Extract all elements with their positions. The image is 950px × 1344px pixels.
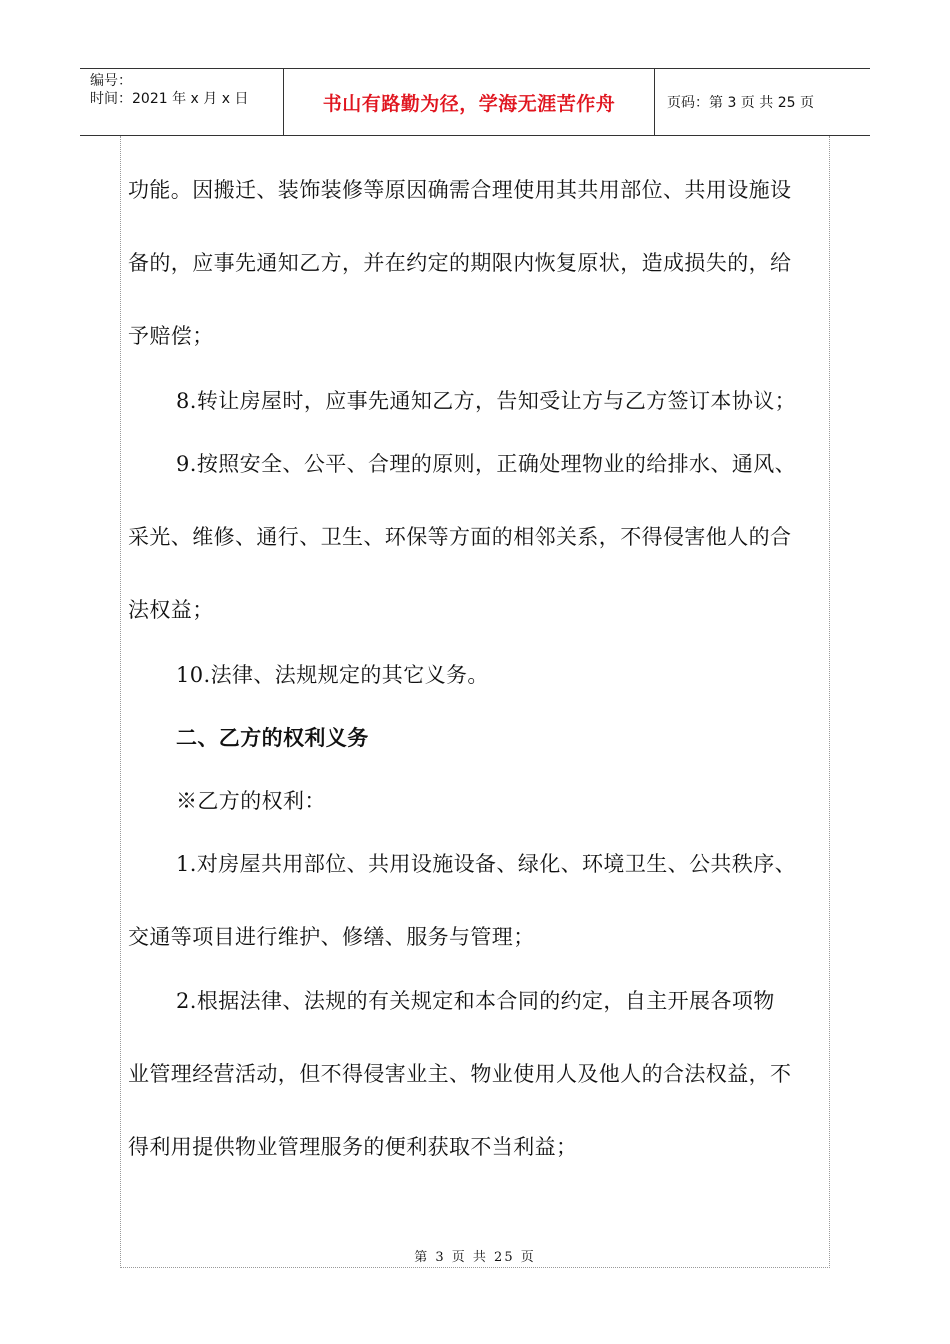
page-frame — [120, 136, 830, 1268]
subsection-heading: ※乙方的权利： — [176, 789, 326, 813]
body-line: 得利用提供物业管理服务的便利获取不当利益； — [128, 1135, 578, 1159]
page-footer: 第 3 页 共 25 页 — [414, 1250, 536, 1265]
body-line: 备的，应事先通知乙方，并在约定的期限内恢复原状，造成损失的，给 — [128, 251, 792, 275]
body-line: 9.按照安全、公平、合理的原则，正确处理物业的给排水、通风、 — [176, 452, 797, 476]
body-line: 予赔偿； — [128, 324, 214, 348]
header-motto: 书山有路勤为径，学海无涯苦作舟 — [283, 69, 655, 135]
body-line: 8.转让房屋时，应事先通知乙方，告知受让方与乙方签订本协议； — [176, 389, 797, 413]
body-line: 法权益； — [128, 598, 214, 622]
document-date: 时间：2021 年 x 月 x 日 — [90, 91, 249, 107]
body-line: 1.对房屋共用部位、共用设施设备、绿化、环境卫生、公共秩序、 — [176, 852, 797, 876]
header-page-info: 页码：第 3 页 共 25 页 — [667, 95, 814, 111]
page-header — [80, 68, 870, 136]
document-number: 编号： — [90, 73, 132, 89]
body-line: 业管理经营活动，但不得侵害业主、物业使用人及他人的合法权益，不 — [128, 1062, 792, 1086]
body-line: 10.法律、法规规定的其它义务。 — [176, 663, 489, 687]
body-line: 功能。因搬迁、装饰装修等原因确需合理使用其共用部位、共用设施设 — [128, 178, 792, 202]
body-line: 2.根据法律、法规的有关规定和本合同的约定，自主开展各项物 — [176, 989, 775, 1013]
body-line: 交通等项目进行维护、修缮、服务与管理； — [128, 925, 535, 949]
section-heading: 二、乙方的权利义务 — [176, 725, 369, 750]
header-meta — [80, 69, 283, 135]
body-line: 采光、维修、通行、卫生、环保等方面的相邻关系，不得侵害他人的合 — [128, 525, 792, 549]
